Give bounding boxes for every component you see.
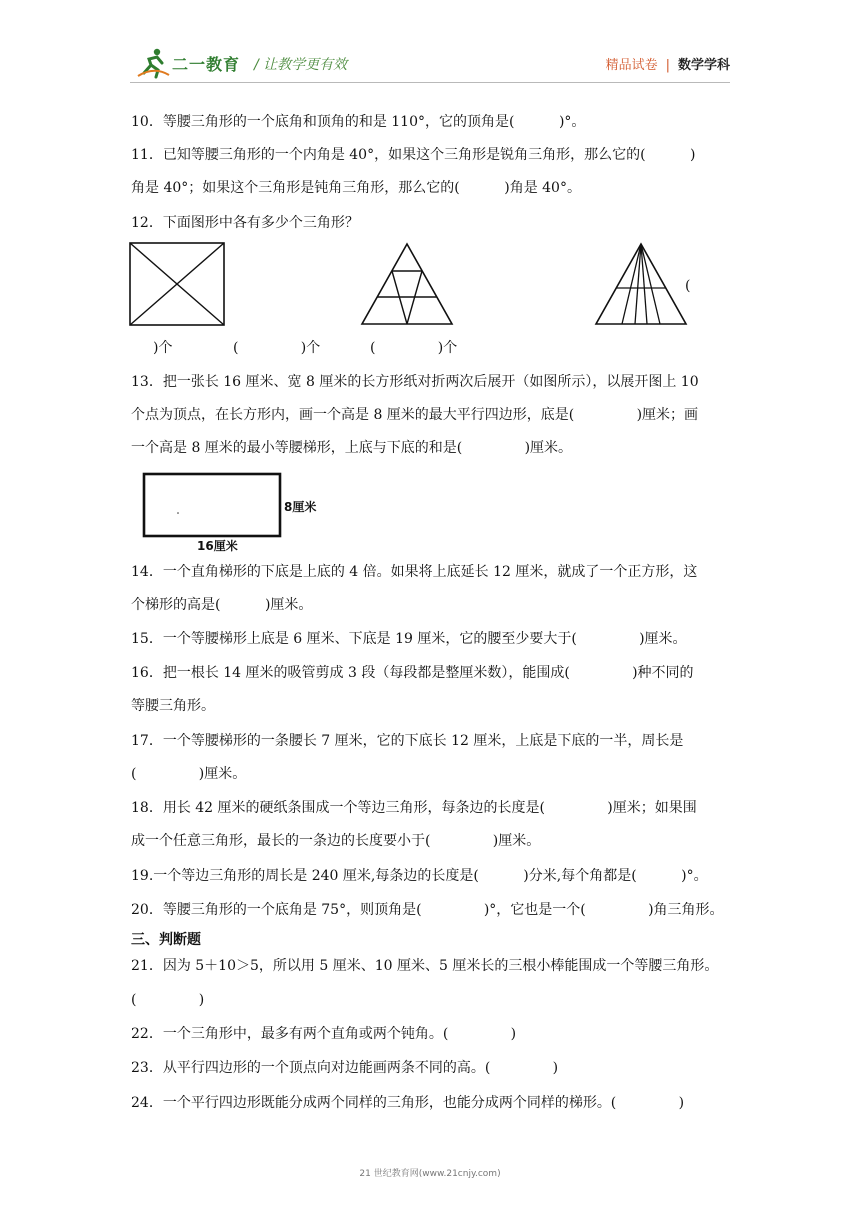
question-21-line-2: ( ) — [131, 992, 205, 1008]
brand-left: 精品试卷 — [605, 58, 658, 73]
header-divider — [130, 82, 730, 83]
slogan: / 让教学更有效 — [254, 57, 348, 73]
section-judgement-heading: 三、判断题 — [131, 932, 201, 948]
question-12-answer-1: )个 — [153, 340, 173, 356]
question-12-paren: ( — [685, 278, 691, 294]
question-12: 12．下面图形中各有多少个三角形？ — [131, 215, 359, 231]
question-11-line-1: 11．已知等腰三角形的一个内角是 40°，如果这个三角形是锐角三角形，那么它的( ) — [131, 147, 696, 163]
question-16-line-2: 等腰三角形。 — [131, 698, 215, 714]
figure-square-diagonals — [128, 240, 228, 328]
question-14-line-2: 个梯形的高是( )厘米。 — [131, 597, 313, 613]
page-footer: 21 世纪教育网(www.21cnjy.com) — [359, 1169, 501, 1179]
runner-icon — [136, 46, 170, 80]
brand-label — [606, 54, 730, 73]
question-22: 22．一个三角形中，最多有两个直角或两个钝角。( ) — [131, 1026, 517, 1042]
figure-rectangle-width-label: 16厘米 — [197, 539, 238, 553]
page-header — [130, 46, 730, 86]
question-13-line-1: 13．把一张长 16 厘米、宽 8 厘米的长方形纸对折两次后展开（如图所示），以展开图上 10 — [131, 374, 699, 390]
question-18-line-1: 18．用长 42 厘米的硬纸条围成一个等边三角形，每条边的长度是( )厘米；如果围 — [131, 800, 697, 816]
question-12-answer-2: ( )个 — [233, 340, 321, 356]
figure-triangle-subdivided — [358, 240, 456, 328]
figure-rectangle — [140, 470, 285, 542]
brand-subject: 数学学科 — [677, 58, 730, 73]
question-21-line-1: 21．因为 5＋10＞5，所以用 5 厘米、10 厘米、5 厘米长的三根小棒能围成一个等腰三角形。 — [131, 958, 719, 974]
question-15: 15．一个等腰梯形上底是 6 厘米、下底是 19 厘米，它的腰至少要大于( )厘米。 — [131, 631, 687, 647]
question-19: 19.一个等边三角形的周长是 240 厘米,每条边的长度是( )分米,每个角都是( )°。 — [131, 868, 708, 884]
figure-rectangle-height-label: 8厘米 — [284, 500, 317, 514]
question-23: 23．从平行四边形的一个顶点向对边能画两条不同的高。( ) — [131, 1060, 559, 1076]
question-24: 24．一个平行四边形既能分成两个同样的三角形，也能分成两个同样的梯形。( ) — [131, 1095, 685, 1111]
brand-separator: | — [665, 58, 670, 73]
logo-text: 二一教育 — [172, 55, 241, 74]
question-14-line-1: 14．一个直角梯形的下底是上底的 4 倍。如果将上底延长 12 厘米，就成了一个正方形，这 — [131, 564, 698, 580]
question-16-line-1: 16．把一根长 14 厘米的吸管剪成 3 段（每段都是整厘米数），能围成( )种不同的 — [131, 665, 694, 681]
question-17-line-1: 17．一个等腰梯形的一条腰长 7 厘米，它的下底长 12 厘米，上底是下底的一半，周长是 — [131, 733, 684, 749]
question-13-line-2: 个点为顶点，在长方形内，画一个高是 8 厘米的最大平行四边形，底是( )厘米；画 — [131, 407, 699, 423]
question-17-line-2: ( )厘米。 — [131, 766, 247, 782]
question-13-line-3: 一个高是 8 厘米的最小等腰梯形，上底与下底的和是( )厘米。 — [131, 440, 573, 456]
question-12-answer-3: ( )个 — [370, 340, 458, 356]
question-18-line-2: 成一个任意三角形，最长的一条边的长度要小于( )厘米。 — [131, 833, 541, 849]
brand-logo — [136, 46, 256, 80]
figure-triangle-fan — [592, 240, 690, 328]
question-11-line-2: 角是 40°；如果这个三角形是钝角三角形，那么它的( )角是 40°。 — [131, 180, 581, 196]
question-10: 10．等腰三角形的一个底角和顶角的和是 110°，它的顶角是( )°。 — [131, 114, 586, 130]
question-20: 20．等腰三角形的一个底角是 75°，则顶角是( )°，它也是一个( )角三角形。 — [131, 902, 724, 918]
